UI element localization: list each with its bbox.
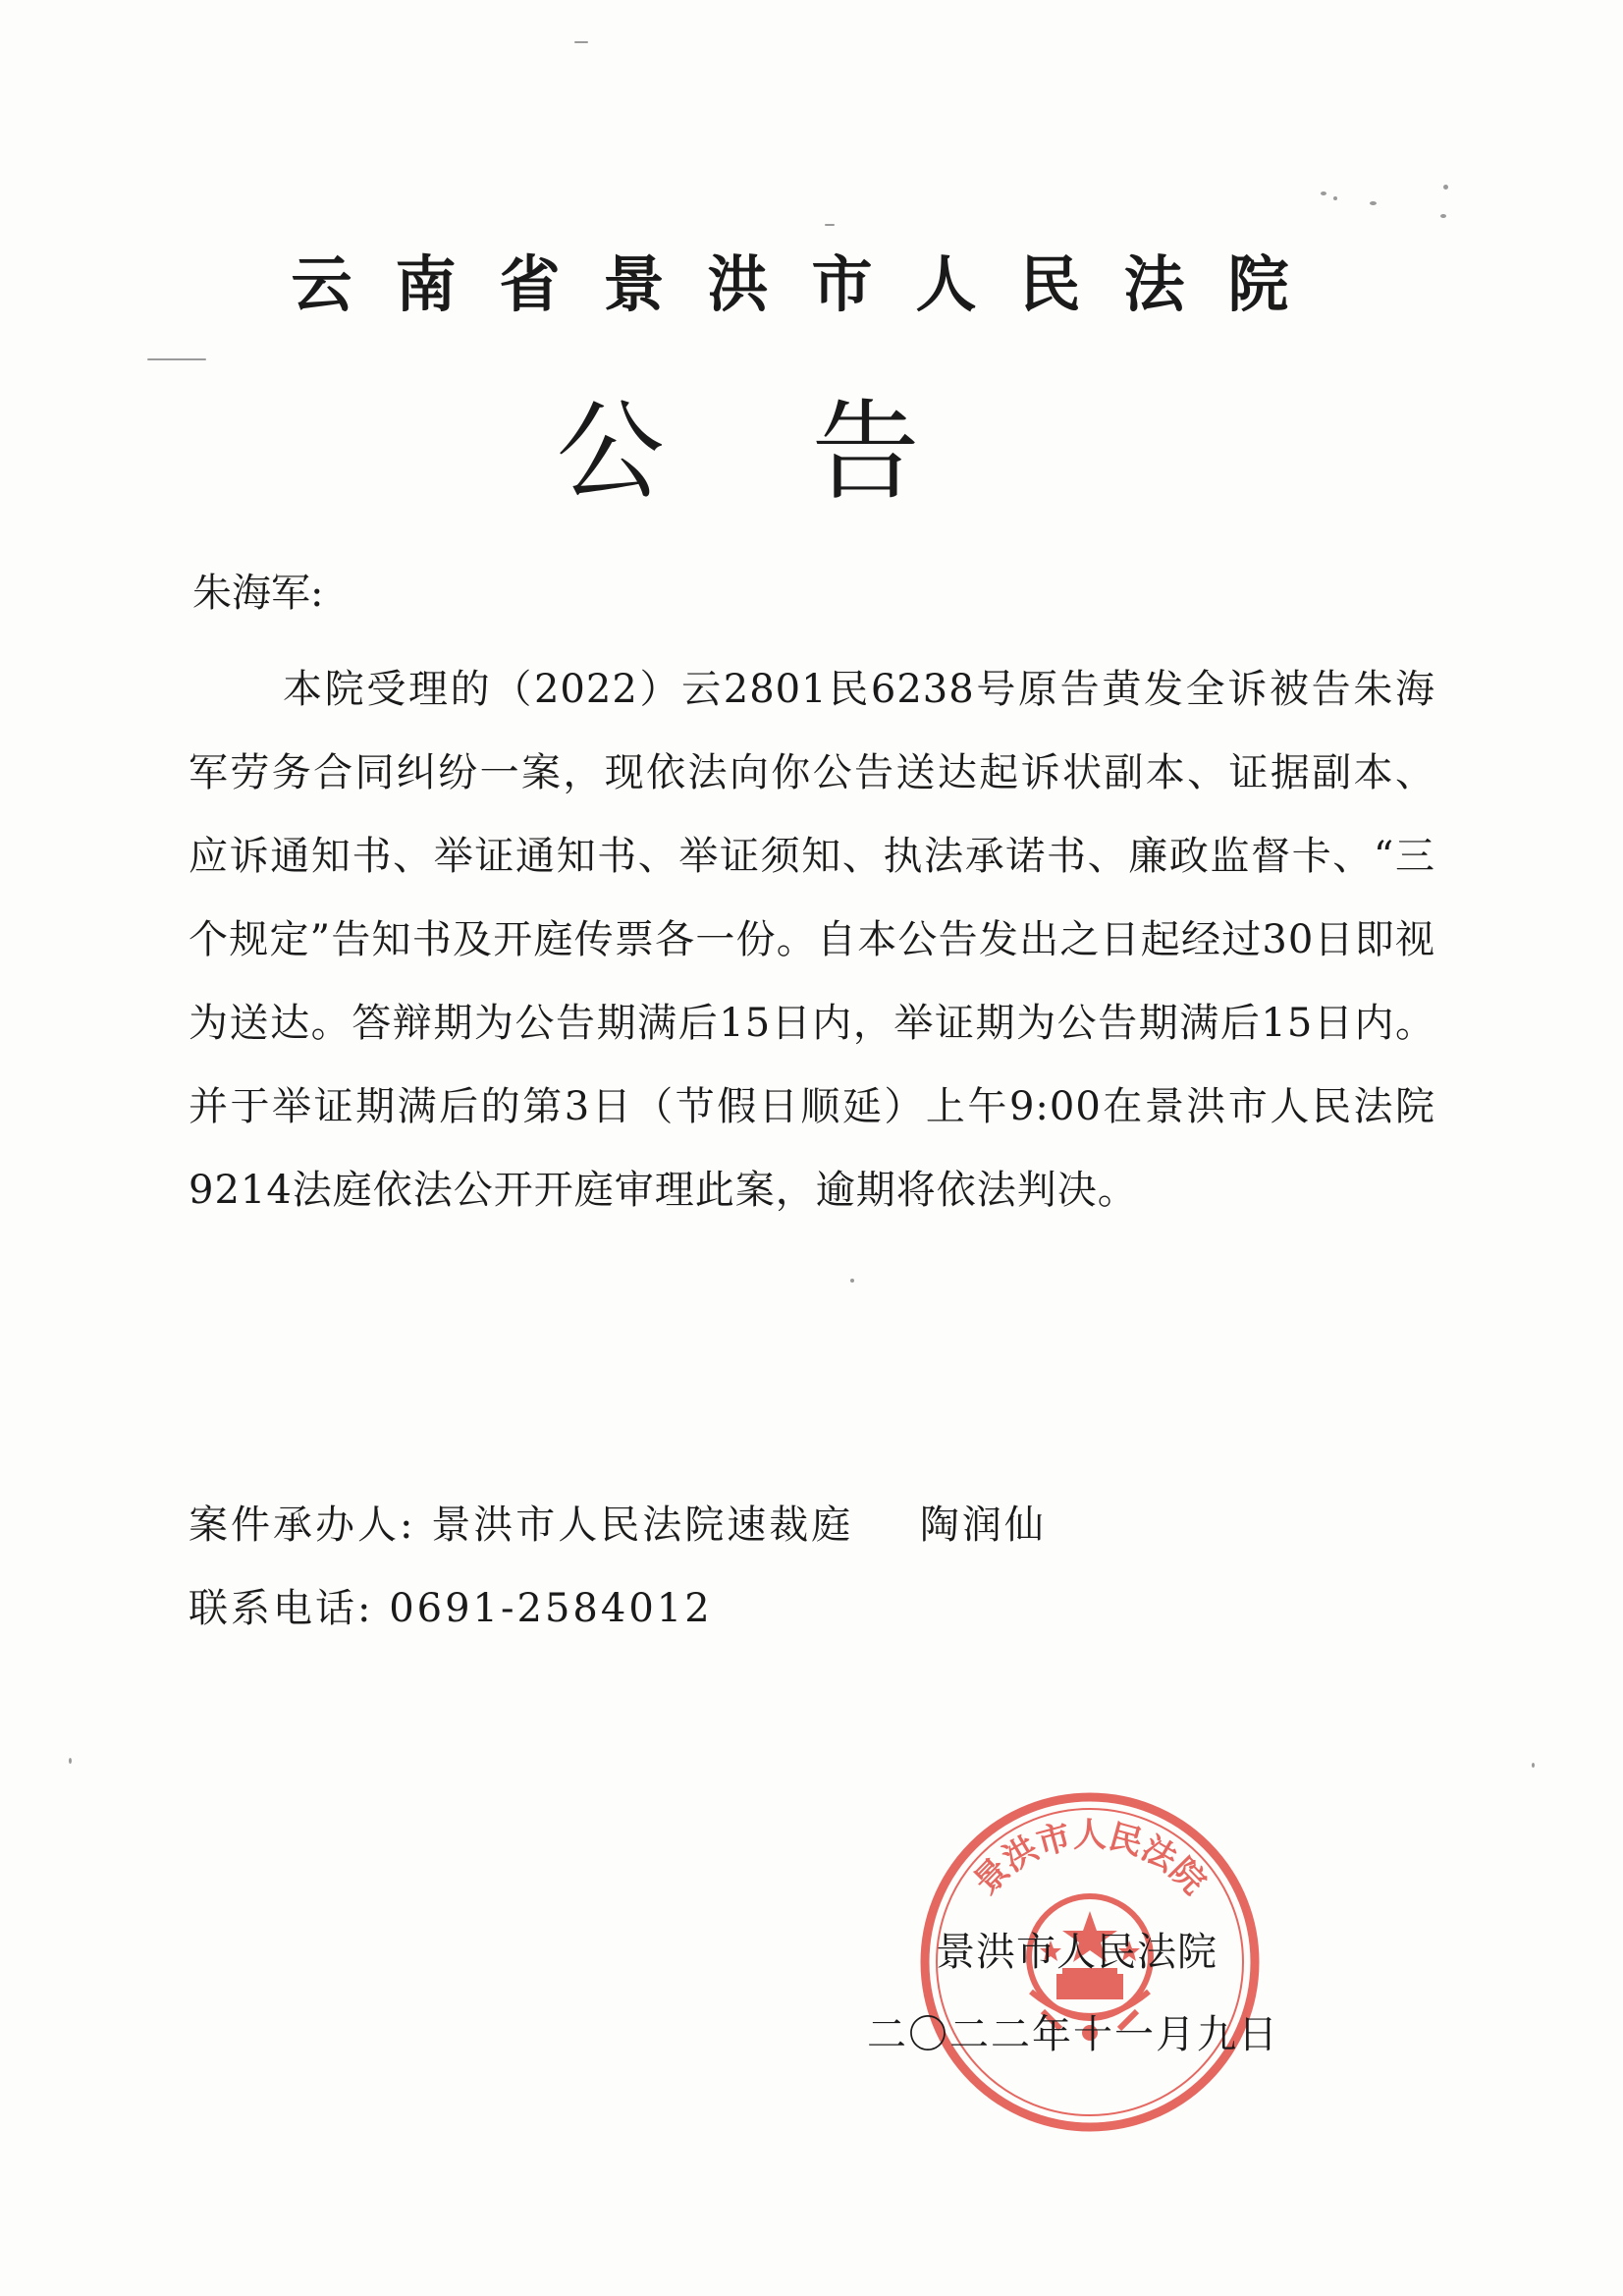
svg-text:景洪市人民法院 (966, 1816, 1213, 1902)
handler-department: 景洪市人民法院速裁庭 (431, 1503, 854, 1548)
scan-speck (1440, 214, 1446, 218)
scan-speck (147, 358, 206, 360)
case-handler-line (189, 1496, 1047, 1555)
notice-body: 本院受理的（2022）云2801民6238号原告黄发全诉被告朱海军劳务合同纠纷一案，现依法向你公告送达起诉状副本、证据副本、应诉通知书、举证通知书、举证须知、执法承诺书、廉政监督卡、“三个规定”告知书及开庭传票各一份。自本公告发出之日起经过30日即视为送达。答辩期为公告期满后15日内，举证期为公告期满后15日内。并于举证期满后的第3日（节假日顺延）上午9:00在景洪市人民法院9214法庭依法公开开庭审理此案，逾期将依法判决。 (189, 667, 1435, 1213)
phone-label: 联系电话: (189, 1586, 374, 1631)
contact-phone-line (189, 1579, 713, 1638)
scan-speck (1333, 196, 1337, 200)
scan-speck (69, 1758, 72, 1764)
court-name-header: 云南省景洪市人民法院 (291, 248, 1332, 320)
seal-text: 景洪市人民法院 (966, 1816, 1214, 1903)
scan-speck (574, 41, 588, 43)
handler-label: 案件承办人: (189, 1503, 416, 1548)
addressee: 朱海军: (192, 571, 324, 616)
scan-speck (1321, 191, 1326, 195)
handler-name: 陶润仙 (919, 1503, 1047, 1548)
phone-number: 0691-2584012 (389, 1586, 713, 1631)
scan-speck (1443, 185, 1448, 190)
scan-speck (1532, 1763, 1535, 1768)
scan-speck (850, 1279, 854, 1283)
document-title: 公告 (556, 389, 1067, 515)
scan-speck (1370, 201, 1377, 205)
scan-speck (825, 224, 835, 226)
signing-date: 二〇二二年十一月九日 (867, 2012, 1279, 2057)
signing-court: 景洪市人民法院 (936, 1930, 1217, 1975)
